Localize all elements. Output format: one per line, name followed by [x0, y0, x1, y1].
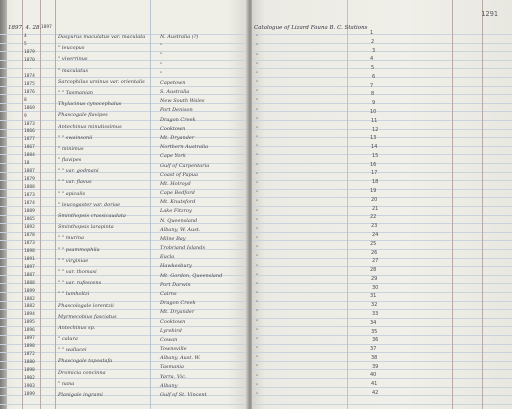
ruled-line: [252, 51, 512, 52]
tick-mark: 9: [372, 100, 376, 107]
tick-mark: 14: [371, 144, 378, 151]
locality: ": [160, 52, 163, 59]
register-number: 1869: [24, 105, 35, 111]
locality: Capetown: [160, 79, 186, 86]
remarks-entry: ": [256, 34, 259, 41]
ruled-line: [0, 94, 248, 95]
tick-mark: 22: [370, 214, 377, 221]
register-number: 1895: [24, 320, 35, 326]
remarks-entry: ": [256, 309, 259, 316]
locality: ": [160, 61, 163, 68]
species-name: " " virginiae: [58, 257, 89, 264]
ruled-line: [252, 292, 512, 293]
ruled-line: [0, 223, 248, 224]
register-number: 1867: [24, 145, 35, 151]
tick-mark: 19: [370, 188, 377, 195]
remarks-entry: ": [256, 373, 259, 380]
locality: Cooktown: [160, 318, 186, 325]
remarks-entry: ": [256, 180, 259, 187]
ruled-line: [252, 34, 512, 35]
ruled-line: [252, 68, 512, 69]
remarks-entry: ": [256, 89, 259, 96]
remarks-entry: ": [256, 190, 259, 197]
ruled-line: [0, 163, 248, 164]
remarks-entry: ": [256, 327, 259, 334]
tick-mark: 29: [371, 275, 378, 282]
remarks-entry: ": [256, 171, 259, 178]
species-name: " " apicalis: [58, 190, 86, 197]
ruled-line: [252, 266, 512, 267]
remarks-entry: ": [256, 80, 259, 87]
species-name: " minimus: [58, 145, 84, 152]
ruled-line: [252, 258, 512, 259]
tick-mark: 30: [372, 284, 379, 291]
ruled-line: [252, 309, 512, 310]
remarks-entry: ": [256, 346, 259, 353]
ruled-line: [252, 335, 512, 336]
ruled-line: [0, 180, 248, 181]
remarks-entry: ": [256, 217, 259, 224]
remarks-entry: ": [256, 355, 259, 362]
species-name: Sminthopsis crassicaudata: [58, 213, 126, 219]
tick-mark: 16: [370, 161, 377, 168]
register-number: 1902: [24, 376, 35, 382]
species-name: Myrmecobius fasciatus: [58, 313, 117, 320]
register-number: 1892: [24, 224, 35, 230]
remarks-entry: ": [256, 300, 259, 307]
register-number: 1882: [24, 296, 35, 302]
register-number: 8: [24, 97, 27, 103]
locality: Albany, W. Aust.: [160, 226, 201, 233]
ruled-line: [252, 189, 512, 190]
species-name: Sarcophilus ursinus var. orientalis: [58, 78, 145, 85]
register-number: 1887: [24, 272, 35, 278]
tick-mark: 11: [371, 117, 378, 124]
remarks-entry: ": [256, 199, 259, 206]
species-name: " " lumholtzi: [58, 291, 90, 298]
ruled-line: [0, 301, 248, 302]
locality: ": [160, 70, 163, 77]
species-name: " " var. flavus: [58, 179, 92, 186]
tick-mark: 5: [371, 65, 375, 72]
remarks-entry: ": [256, 245, 259, 252]
species-name: " " var. rufescens: [58, 280, 102, 287]
species-name: Dromicia concinna: [58, 369, 106, 376]
ruled-line: [252, 197, 512, 198]
remarks-entry: ": [256, 263, 259, 270]
ruled-line: [0, 378, 248, 379]
species-name: " maculatus: [58, 67, 89, 74]
register-number: 1870: [24, 57, 35, 63]
tick-mark: 39: [372, 363, 379, 370]
remarks-entry: ": [256, 336, 259, 343]
register-number: 1887: [24, 169, 35, 175]
column-rule: [347, 0, 348, 409]
ruled-line: [252, 240, 512, 241]
ruled-line: [0, 172, 248, 173]
species-name: " flavipes: [58, 157, 82, 164]
tick-mark: 12: [372, 126, 379, 133]
ruled-line: [252, 232, 512, 233]
tick-mark: 6: [372, 73, 376, 80]
ruled-line: [0, 258, 248, 259]
register-number: 1891: [24, 256, 35, 262]
remarks-entry: ": [256, 226, 259, 233]
species-name: " " var. thomasi: [58, 268, 97, 275]
locality: Cowan: [160, 336, 178, 343]
ruled-line: [252, 249, 512, 250]
locality: N. Australia (?): [160, 34, 199, 40]
remarks-entry: ": [256, 392, 259, 398]
tick-mark: 41: [371, 381, 378, 388]
ruled-line: [0, 387, 248, 388]
register-number: 1879: [24, 177, 35, 183]
locality: Gulf of Carpentaria: [160, 162, 210, 169]
species-name: Phascogale tapoatafa: [58, 358, 113, 365]
register-number: 1898: [24, 248, 35, 254]
remarks-entry: ": [256, 52, 259, 59]
ruled-line: [0, 68, 248, 69]
locality: Cairns: [160, 291, 177, 298]
remarks-entry: ": [256, 272, 259, 279]
species-name: Antechinus sp.: [58, 324, 96, 331]
ruled-line: [0, 361, 248, 362]
page-folio-number: 1291: [481, 10, 498, 18]
ruled-line: [252, 129, 512, 130]
ruled-line: [252, 180, 512, 181]
ruled-line: [0, 283, 248, 284]
ruled-line: [0, 43, 248, 44]
ruled-line: [0, 60, 248, 61]
remarks-entry: ": [256, 125, 259, 132]
remarks-entry: ": [256, 382, 259, 389]
ruled-line: [0, 240, 248, 241]
species-name: " leucopus: [58, 45, 85, 52]
ruled-line: [252, 369, 512, 370]
remarks-entry: ": [256, 43, 259, 50]
register-number: 4: [24, 34, 27, 39]
species-name: " leucogaster var. doriae: [58, 201, 121, 208]
register-number: 1879: [24, 49, 35, 55]
remarks-entry: ": [256, 98, 259, 105]
remarks-entry: ": [256, 61, 259, 68]
tick-mark: 4: [370, 56, 374, 63]
ruled-line: [0, 404, 248, 405]
register-number: 1897: [24, 264, 35, 270]
entry-date: 1897. 4. 28.: [8, 25, 42, 31]
locality: New South Wales: [160, 98, 205, 105]
locality: Coast of Papua: [160, 171, 198, 178]
tick-mark: 2: [371, 38, 375, 45]
locality: S. Australia: [160, 89, 190, 96]
ruled-line: [0, 335, 248, 336]
remarks-entry: ": [256, 364, 259, 371]
ruled-line: [0, 146, 248, 147]
ruled-line: [252, 154, 512, 155]
species-name: Dasyurus maculatus var. maculata: [58, 34, 146, 40]
tick-mark: 27: [372, 258, 379, 265]
species-name: Planigale ingrami: [58, 392, 103, 398]
remarks-entry: ": [256, 153, 259, 160]
locality: Port Denison: [160, 107, 193, 114]
ruled-line: [252, 326, 512, 327]
species-name: Sminthopsis larapinta: [58, 224, 114, 231]
ruled-line: [252, 318, 512, 319]
register-number: 1888: [24, 280, 35, 286]
remarks-entry: ": [256, 116, 259, 123]
tick-mark: 24: [372, 231, 379, 238]
locality: Port Darwin: [160, 281, 191, 288]
register-number: 1889: [24, 209, 35, 215]
species-name: Thylacinus cynocephalus: [58, 101, 122, 108]
register-number: 1873: [24, 240, 35, 246]
register-number: 1894: [24, 312, 35, 318]
locality: Cooktown: [160, 125, 186, 132]
register-number: 1872: [24, 352, 35, 358]
remarks-entry: ": [256, 144, 259, 151]
species-name: " " psammophila: [58, 246, 100, 253]
right-page: [252, 0, 512, 409]
ruled-line: [252, 206, 512, 207]
remarks-entry: ": [256, 208, 259, 215]
ruled-line: [0, 154, 248, 155]
locality: Dragon Creek: [160, 300, 196, 307]
register-number: 1899: [24, 288, 35, 294]
ruled-line: [252, 103, 512, 104]
locality: ": [160, 43, 163, 50]
tick-mark: 3: [372, 47, 376, 54]
locality: Trobriand Islands: [160, 245, 206, 252]
tick-mark: 31: [370, 293, 377, 300]
ruled-line: [252, 163, 512, 164]
ruled-line: [252, 43, 512, 44]
ruled-line: [0, 369, 248, 370]
ruled-line: [0, 352, 248, 353]
ruled-line: [0, 129, 248, 130]
remarks-entry: ": [256, 107, 259, 114]
tick-mark: 37: [370, 346, 377, 353]
species-name: Phascologale lorentzii: [58, 302, 114, 309]
ruled-line: [252, 387, 512, 388]
ruled-line: [252, 395, 512, 396]
locality: Mt. Knutsford: [160, 199, 196, 206]
locality: Cape York: [160, 153, 186, 160]
ruled-line: [0, 206, 248, 207]
tick-mark: 18: [372, 179, 379, 186]
ruled-line: [252, 120, 512, 121]
column-rule: [452, 0, 453, 409]
register-number: 1866: [24, 129, 35, 135]
species-name: " " swainsonii: [58, 134, 93, 141]
locality: Milne Bay: [160, 235, 186, 242]
ruled-line: [252, 86, 512, 87]
tick-mark: 35: [371, 328, 378, 335]
tick-mark: 13: [370, 135, 377, 142]
ruled-line: [252, 94, 512, 95]
locality: Townsville: [160, 346, 187, 353]
ruled-line: [0, 292, 248, 293]
ruled-line: [0, 395, 248, 396]
species-name: " calura: [58, 336, 78, 343]
tick-mark: 28: [370, 267, 377, 274]
species-name: " nana: [58, 380, 75, 387]
register-number: 5: [24, 41, 27, 47]
locality: Mt. Gordon, Queensland: [160, 272, 223, 279]
locality: Lyrebird: [160, 327, 182, 334]
tick-mark: 7: [370, 82, 374, 89]
register-number: 1880: [24, 360, 35, 366]
ruled-line: [0, 111, 248, 112]
ruled-line: [0, 120, 248, 121]
ruled-line: [252, 301, 512, 302]
species-name: " " var. godmani: [58, 168, 99, 175]
register-number: 1884: [24, 153, 35, 159]
ruled-line: [0, 51, 248, 52]
ruled-line: [0, 266, 248, 267]
ruled-line: [0, 137, 248, 138]
register-number: 1873: [24, 121, 35, 127]
locality: Lake Fitzroy: [160, 208, 192, 215]
tick-mark: 1: [370, 30, 374, 36]
locality: Yarra, Vic.: [160, 373, 187, 380]
column-rule: [482, 0, 483, 409]
left-page: [0, 0, 248, 409]
locality: Dragon Creek: [160, 116, 196, 123]
register-number: 18: [24, 161, 30, 167]
species-name: " " Tasmanian: [58, 89, 94, 96]
ruled-line: [252, 215, 512, 216]
ruled-line: [252, 404, 512, 405]
tick-mark: 10: [370, 109, 377, 116]
ruled-line: [252, 172, 512, 173]
page-edge: [0, 0, 7, 409]
ruled-line: [0, 326, 248, 327]
ruled-line: [0, 344, 248, 345]
remarks-entry: Catalogue of Lizard Fauna B. C. Stations: [254, 25, 368, 31]
register-number: 1874: [24, 73, 35, 79]
remarks-entry: ": [256, 291, 259, 298]
tick-mark: 26: [371, 249, 378, 256]
tick-mark: 38: [371, 354, 378, 361]
tick-mark: 20: [371, 196, 378, 203]
locality: Tasmania: [160, 364, 185, 371]
species-name: " viverrinus: [58, 56, 88, 63]
locality: Cape Bedford: [160, 190, 195, 197]
register-number: 1873: [24, 193, 35, 199]
species-name: " " murina: [58, 235, 84, 242]
register-number: 1865: [24, 216, 35, 222]
tick-mark: 36: [372, 337, 379, 344]
locality: Gulf of St. Vincent: [160, 392, 207, 398]
locality: Mt. Dryander: [160, 134, 195, 141]
register-number: 1877: [24, 137, 35, 143]
ruled-line: [0, 249, 248, 250]
register-number: 9: [24, 113, 27, 119]
register-number: 1876: [24, 89, 35, 95]
species-name: " " wallacei: [58, 347, 87, 354]
species-name: Phascogale flavipes: [58, 112, 108, 119]
entry-register-no: 1897: [41, 25, 52, 30]
ruled-line: [0, 86, 248, 87]
ruled-line: [0, 309, 248, 310]
tick-mark: 40: [370, 372, 377, 379]
ruled-line: [0, 189, 248, 190]
column-rule: [40, 0, 41, 409]
species-name: Antechinus minutissimus: [58, 123, 122, 130]
ruled-line: [252, 146, 512, 147]
register-number: 1897: [24, 336, 35, 342]
register-number: 1899: [24, 392, 35, 397]
remarks-entry: ": [256, 162, 259, 169]
ruled-line: [0, 318, 248, 319]
locality: N. Queensland: [160, 217, 198, 224]
tick-mark: 23: [371, 223, 378, 230]
column-rule: [55, 0, 56, 409]
locality: Northern Australia: [160, 144, 209, 151]
locality: Mt. Holroyd: [160, 180, 191, 187]
ruled-line: [252, 111, 512, 112]
locality: Eucla: [160, 254, 175, 261]
register-number: 1898: [24, 344, 35, 350]
register-number: 1875: [24, 81, 35, 87]
tick-mark: 42: [372, 390, 379, 396]
ruled-line: [0, 232, 248, 233]
remarks-entry: ": [256, 318, 259, 325]
tick-mark: 33: [372, 310, 379, 317]
locality: Mt. Dryander: [160, 309, 195, 316]
register-number: 1896: [24, 328, 35, 334]
register-number: ...: [24, 65, 33, 71]
register-number: 1888: [24, 185, 35, 191]
register-number: 1903: [24, 384, 35, 390]
ruled-line: [252, 275, 512, 276]
remarks-entry: ": [256, 70, 259, 77]
ruled-line: [252, 137, 512, 138]
tick-mark: 15: [372, 152, 379, 159]
locality: Albany, Aust. W.: [160, 355, 201, 362]
register-number: 1874: [24, 201, 35, 207]
ruled-line: [252, 344, 512, 345]
ruled-line: [252, 361, 512, 362]
column-rule: [22, 0, 23, 409]
remarks-entry: ": [256, 135, 259, 142]
ruled-line: [252, 378, 512, 379]
ruled-line: [0, 197, 248, 198]
ruled-line: [252, 77, 512, 78]
ruled-line: [252, 352, 512, 353]
tick-mark: 8: [371, 91, 375, 98]
tick-mark: 17: [371, 170, 378, 177]
register-number: 1898: [24, 368, 35, 374]
tick-mark: 34: [370, 319, 377, 326]
ruled-line: [252, 60, 512, 61]
register-number: 1882: [24, 304, 35, 310]
column-rule: [150, 0, 151, 409]
register-number: 1878: [24, 232, 35, 238]
remarks-entry: ": [256, 281, 259, 288]
ruled-line: [0, 103, 248, 104]
locality: Albany: [160, 382, 178, 389]
remarks-entry: ": [256, 236, 259, 243]
ruled-line: [252, 223, 512, 224]
tick-mark: 32: [371, 302, 378, 309]
tick-mark: 21: [372, 205, 379, 212]
tick-mark: 25: [370, 240, 377, 247]
locality: Hawkesbury: [160, 263, 192, 270]
ruled-line: [252, 283, 512, 284]
remarks-entry: ": [256, 254, 259, 261]
